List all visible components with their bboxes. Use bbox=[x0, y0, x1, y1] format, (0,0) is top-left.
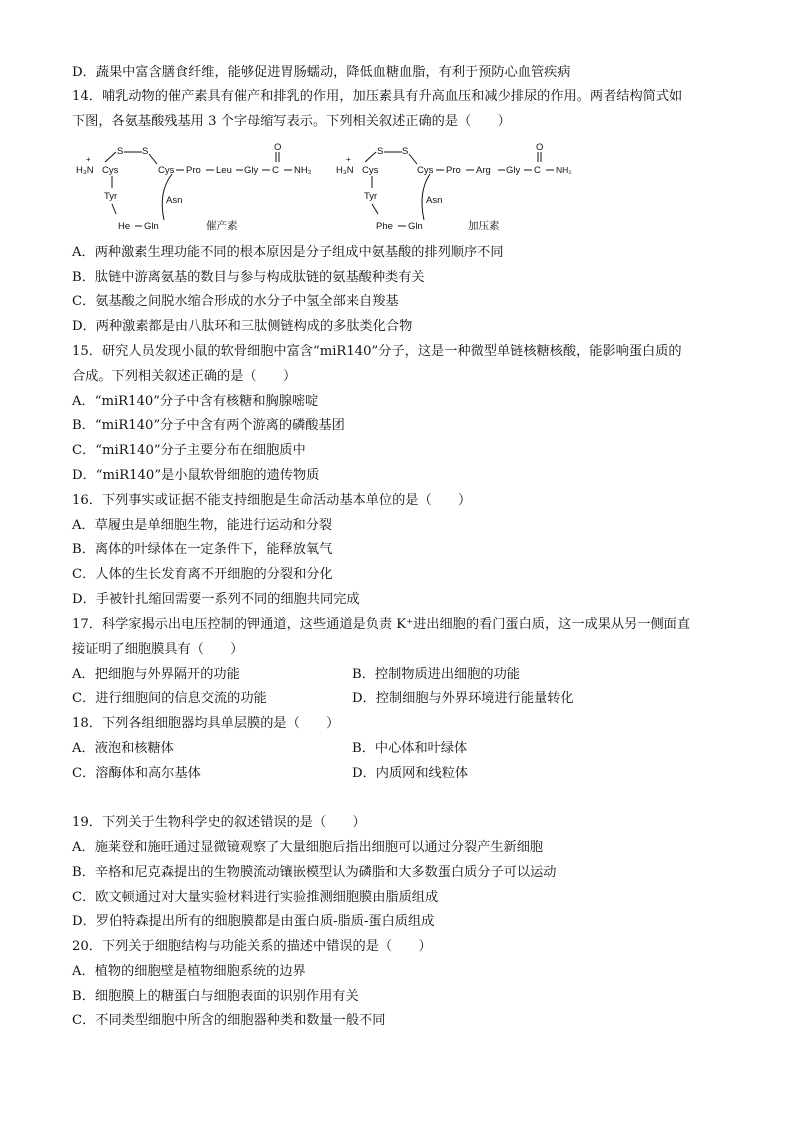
text-line-q20A: A．植物的细胞壁是植物细胞系统的边界 bbox=[72, 964, 306, 979]
text-line-q15: 15．研究人员发现小鼠的软骨细胞中富含“miR140”分子，这是一种微型单链核糖核酸，能影响蛋白质的 bbox=[72, 344, 682, 359]
oxy-pro: Pro bbox=[186, 165, 201, 176]
vas-o: O bbox=[536, 142, 544, 153]
text-line-q13d: D．蔬果中富含膳食纤维，能够促进胃肠蠕动，降低血糖血脂，有利于预防心血管疾病 bbox=[72, 65, 571, 80]
text-line-q15C: C．“miR140”分子主要分布在细胞质中 bbox=[72, 443, 306, 458]
vas-gln: Gln bbox=[408, 221, 423, 232]
text-line-q16D: D．手被针扎缩回需要一系列不同的细胞共同完成 bbox=[72, 592, 360, 607]
oxy-cys1: Cys bbox=[102, 165, 119, 176]
oxy-s2: S bbox=[142, 146, 149, 157]
oxy-plus: + bbox=[86, 155, 91, 164]
text-line-q15A: A．“miR140”分子中含有核糖和胸腺嘧啶 bbox=[72, 394, 319, 409]
option-q17C: C．进行细胞间的信息交流的功能 bbox=[72, 691, 267, 706]
text-line-q14b: 下图，各氨基酸残基用 3 个字母缩写表示。下列相关叙述正确的是（ ） bbox=[72, 114, 511, 129]
option-q17B: B．控制物质进出细胞的功能 bbox=[352, 667, 520, 682]
option-q17D: D．控制细胞与外界环境进行能量转化 bbox=[352, 691, 574, 706]
option-q18B: B．中心体和叶绿体 bbox=[352, 741, 468, 756]
text-line-q14A: A．两种激素生理功能不同的根本原因是分子组成中氨基酸的排列顺序不同 bbox=[72, 245, 504, 260]
text-line-q20C: C．不同类型细胞中所含的细胞器种类和数量一般不同 bbox=[72, 1013, 386, 1028]
text-line-q15b: 合成。下列相关叙述正确的是（ ） bbox=[72, 369, 297, 384]
text-line-q16C: C．人体的生长发育离不开细胞的分裂和分化 bbox=[72, 567, 333, 582]
vas-c: C bbox=[534, 165, 541, 176]
text-line-q14D: D．两种激素都是由八肽环和三肽侧链构成的多肽类化合物 bbox=[72, 319, 413, 334]
oxy-tyr: Tyr bbox=[104, 191, 118, 202]
oxy-c: C bbox=[272, 165, 279, 176]
vas-cys2: Cys bbox=[417, 165, 434, 176]
text-line-q19: 19．下列关于生物科学史的叙述错误的是（ ） bbox=[72, 815, 366, 830]
vas-plus: + bbox=[346, 155, 351, 164]
text-line-q19A: A．施莱登和施旺通过显微镜观察了大量细胞后指出细胞可以通过分裂产生新细胞 bbox=[72, 840, 544, 855]
oxy-asn: Asn bbox=[166, 195, 183, 206]
text-line-q14C: C．氨基酸之间脱水缩合形成的水分子中氢全部来自羧基 bbox=[72, 294, 399, 309]
oxy-nh2: NH₂ bbox=[294, 165, 312, 176]
text-line-q17: 17．科学家揭示出电压控制的钾通道，这些通道是负责 K⁺进出细胞的看门蛋白质，这一成果从另一侧面直 bbox=[72, 617, 691, 632]
option-q18A: A．液泡和核糖体 bbox=[72, 741, 174, 756]
vas-tyr: Tyr bbox=[364, 191, 378, 202]
text-line-q15D: D．“miR140”是小鼠软骨细胞的遗传物质 bbox=[72, 468, 320, 483]
text-line-q15B: B．“miR140”分子中含有两个游离的磷酸基团 bbox=[72, 418, 345, 433]
vas-pro: Pro bbox=[446, 165, 461, 176]
vas-nh2: NH₂ bbox=[556, 165, 572, 175]
text-line-q16B: B．离体的叶绿体在一定条件下，能释放氧气 bbox=[72, 542, 333, 557]
text-line-q20B: B．细胞膜上的糖蛋白与细胞表面的识别作用有关 bbox=[72, 989, 359, 1004]
oxy-name: 催产素 bbox=[206, 220, 238, 232]
text-line-q14: 14．哺乳动物的催产素具有催产和排乳的作用，加压素具有升高血压和减少排尿的作用。两者结构简式如 bbox=[72, 89, 683, 104]
oxy-leu: Leu bbox=[216, 165, 232, 176]
text-line-q14B: B．肽链中游离氨基的数目与参与构成肽链的氨基酸种类有关 bbox=[72, 270, 425, 285]
oxy-cys2: Cys bbox=[158, 165, 175, 176]
oxy-gln: Gln bbox=[144, 221, 159, 232]
text-line-q17b: 接证明了细胞膜具有（ ） bbox=[72, 642, 244, 657]
text-line-q18: 18．下列各组细胞器均具单层膜的是（ ） bbox=[72, 716, 340, 731]
vas-name: 加压素 bbox=[468, 220, 500, 232]
peptide-structure-figure bbox=[72, 142, 572, 234]
text-line-q20: 20．下列关于细胞结构与功能关系的描述中错误的是（ ） bbox=[72, 939, 432, 954]
text-line-q19C: C．欧文顿通过对大量实验材料进行实验推测细胞膜由脂质组成 bbox=[72, 890, 439, 905]
option-q18C: C．溶酶体和高尔基体 bbox=[72, 766, 201, 781]
vas-gly: Gly bbox=[506, 165, 521, 176]
vas-s1: S bbox=[377, 146, 384, 157]
oxy-ile: He bbox=[118, 221, 131, 232]
vas-cys1: Cys bbox=[362, 165, 379, 176]
oxy-h3n: H₃N bbox=[76, 165, 94, 176]
vas-arg: Arg bbox=[476, 165, 491, 176]
oxy-s1: S bbox=[117, 146, 124, 157]
vas-s2: S bbox=[402, 146, 409, 157]
vas-h3n: H₃N bbox=[336, 165, 354, 176]
vas-asn: Asn bbox=[426, 195, 443, 206]
vas-phe: Phe bbox=[376, 221, 393, 232]
text-line-q19B: B．辛格和尼克森提出的生物膜流动镶嵌模型认为磷脂和大多数蛋白质分子可以运动 bbox=[72, 865, 557, 880]
text-line-q16: 16．下列事实或证据不能支持细胞是生命活动基本单位的是（ ） bbox=[72, 493, 472, 508]
oxy-o: O bbox=[274, 142, 282, 153]
oxy-gly: Gly bbox=[244, 165, 259, 176]
option-q18D: D．内质网和线粒体 bbox=[352, 766, 469, 781]
text-line-q16A: A．草履虫是单细胞生物，能进行运动和分裂 bbox=[72, 518, 333, 533]
text-line-q19D: D．罗伯特森提出所有的细胞膜都是由蛋白质-脂质-蛋白质组成 bbox=[72, 914, 435, 929]
option-q17A: A．把细胞与外界隔开的功能 bbox=[72, 667, 240, 682]
